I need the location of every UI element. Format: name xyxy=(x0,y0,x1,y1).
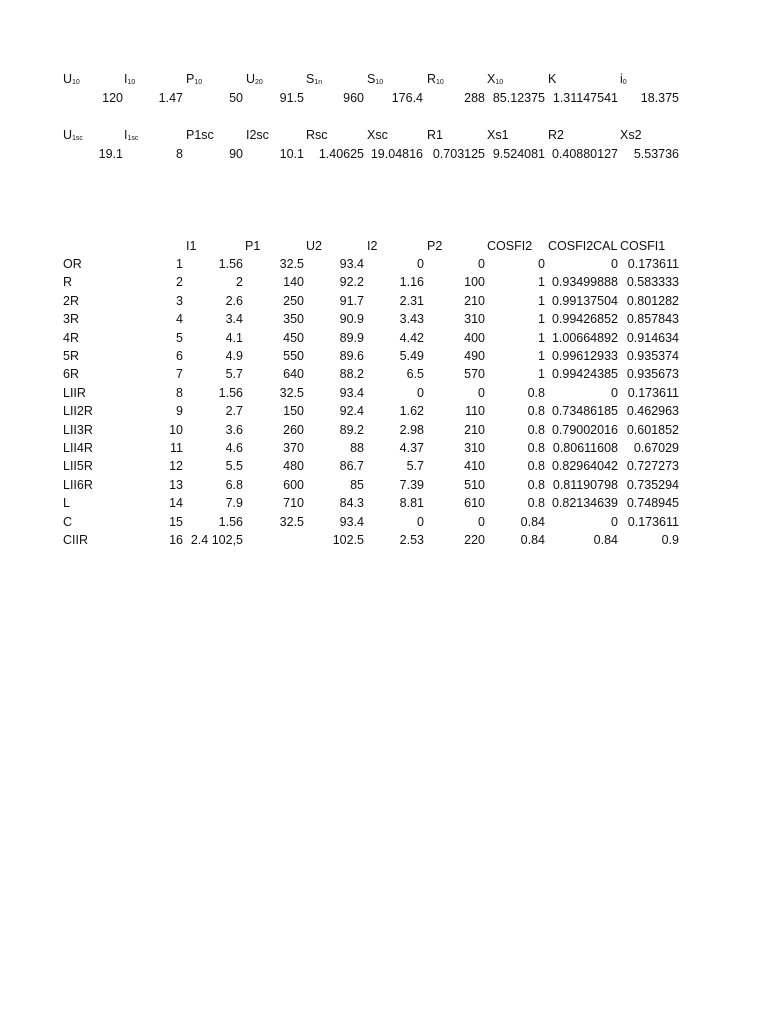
header-symbol: U xyxy=(246,72,256,86)
param-header xyxy=(124,127,138,147)
column-header: COSFI2 xyxy=(487,239,533,253)
table-cell: 3.43 xyxy=(399,312,424,326)
row-label: 6R xyxy=(63,367,79,381)
table-cell: 600 xyxy=(283,478,304,492)
header-subscript: 10 xyxy=(127,79,136,86)
param-value: 0.703125 xyxy=(432,147,485,161)
param-header xyxy=(548,71,556,87)
table-cell: 0.81190798 xyxy=(552,478,618,492)
param-header xyxy=(367,127,388,143)
table-cell: 90.9 xyxy=(339,312,364,326)
table-cell: 0.748945 xyxy=(626,496,679,510)
table-cell: 1 xyxy=(538,312,545,326)
param-value: 90 xyxy=(229,147,243,161)
param-value: 85.12375 xyxy=(492,91,545,105)
header-symbol: S xyxy=(306,72,315,86)
table-cell: 2 xyxy=(176,275,183,289)
table-cell: 570 xyxy=(464,367,485,381)
table-cell: 1.56 xyxy=(218,386,243,400)
table-cell: 0.93499888 xyxy=(551,275,618,289)
table-cell: 85 xyxy=(350,478,364,492)
table-cell: 89.9 xyxy=(339,331,364,345)
header-subscript: 1n xyxy=(314,79,323,86)
row-label: L xyxy=(63,496,70,510)
row-label: C xyxy=(63,515,73,529)
param-header xyxy=(487,71,503,91)
header-subscript: 1sc xyxy=(72,135,83,142)
table-cell: 210 xyxy=(464,294,485,308)
param-value: 0.40880127 xyxy=(551,147,618,161)
table-cell: 610 xyxy=(464,496,485,510)
table-cell: 0 xyxy=(417,515,424,529)
table-cell: 5.7 xyxy=(406,459,424,473)
header-subscript: 10 xyxy=(495,79,504,86)
table-cell: 0.8 xyxy=(527,496,545,510)
table-cell: 88.2 xyxy=(339,367,364,381)
row-label: CIIR xyxy=(63,533,88,547)
param-header xyxy=(427,127,443,143)
row-label: 5R xyxy=(63,349,79,363)
table-cell: 1.56 xyxy=(218,257,243,271)
param-header xyxy=(306,71,322,91)
header-subscript: 10 xyxy=(436,79,444,86)
table-cell: 14 xyxy=(169,496,183,510)
table-cell: 310 xyxy=(464,441,485,455)
row-label: 4R xyxy=(63,331,79,345)
table-cell: 100 xyxy=(464,275,485,289)
table-cell: 3 xyxy=(176,294,183,308)
table-cell: 1 xyxy=(538,331,545,345)
table-cell: 510 xyxy=(464,478,485,492)
param-value: 1.47 xyxy=(158,91,183,105)
row-label: LII2R xyxy=(63,404,93,418)
param-value: 19.04816 xyxy=(370,147,423,161)
table-cell: 7.39 xyxy=(399,478,424,492)
table-cell: 5.7 xyxy=(225,367,243,381)
column-header: I2 xyxy=(367,239,378,253)
param-value: 8 xyxy=(176,147,183,161)
param-value: 9.524081 xyxy=(492,147,545,161)
table-cell: 0.935374 xyxy=(626,349,679,363)
table-cell: 3.6 xyxy=(225,423,243,437)
param-header xyxy=(124,71,135,91)
table-cell: 2.98 xyxy=(399,423,424,437)
table-cell: 32.5 xyxy=(279,515,304,529)
table-cell: 102.5 xyxy=(332,533,364,547)
param-value: 91.5 xyxy=(279,91,304,105)
param-header xyxy=(186,127,214,143)
table-cell: 0.8 xyxy=(527,386,545,400)
table-cell: 11 xyxy=(170,441,183,455)
row-label: LII6R xyxy=(63,478,93,492)
table-cell: 92.2 xyxy=(339,275,364,289)
param-value: 50 xyxy=(229,91,243,105)
table-cell: 1 xyxy=(538,275,545,289)
header-symbol: R2 xyxy=(548,128,564,142)
row-label: 2R xyxy=(63,294,79,308)
table-cell: 710 xyxy=(283,496,304,510)
param-value: 120 xyxy=(102,91,123,105)
table-cell: 0.173611 xyxy=(627,515,679,529)
table-cell: 88 xyxy=(350,441,364,455)
row-label: OR xyxy=(63,257,82,271)
param-header xyxy=(367,71,383,91)
table-cell: 2.7 xyxy=(225,404,243,418)
param-header xyxy=(246,127,269,143)
table-cell: 3.4 xyxy=(225,312,243,326)
row-label: LII5R xyxy=(63,459,93,473)
table-cell: 0 xyxy=(417,386,424,400)
param-header xyxy=(246,71,263,91)
column-header: COSFI2CAL xyxy=(548,239,618,253)
table-cell: 8.81 xyxy=(399,496,424,510)
header-symbol: Xs2 xyxy=(620,128,642,142)
table-cell: 0 xyxy=(611,515,618,529)
table-cell: 310 xyxy=(464,312,485,326)
table-cell: 0 xyxy=(611,257,618,271)
header-subscript: 1sc xyxy=(127,135,139,142)
header-subscript: 0 xyxy=(622,79,627,86)
table-cell: 0 xyxy=(478,257,485,271)
table-cell: 0 xyxy=(611,386,618,400)
param-header xyxy=(186,71,202,91)
table-cell: 0.99137504 xyxy=(551,294,618,308)
table-cell: 86.7 xyxy=(339,459,364,473)
table-cell: 1 xyxy=(538,349,545,363)
table-cell: 1.56 xyxy=(218,515,243,529)
table-cell: 140 xyxy=(283,275,304,289)
table-cell: 490 xyxy=(464,349,485,363)
param-value: 5.53736 xyxy=(633,147,679,161)
table-cell: 0.173611 xyxy=(627,386,679,400)
column-header: COSFI1 xyxy=(620,239,666,253)
table-cell: 0.601852 xyxy=(626,423,679,437)
table-cell: 13 xyxy=(169,478,183,492)
table-cell: 7 xyxy=(176,367,183,381)
header-symbol: K xyxy=(548,72,557,86)
table-cell: 260 xyxy=(283,423,304,437)
table-cell: 1 xyxy=(538,294,545,308)
table-cell: 0.79002016 xyxy=(551,423,618,437)
table-cell: 220 xyxy=(464,533,485,547)
column-header: I1 xyxy=(186,239,197,253)
table-cell: 4.6 xyxy=(225,441,243,455)
param-header xyxy=(63,71,80,91)
param-header xyxy=(427,71,444,91)
table-cell: 2.31 xyxy=(399,294,424,308)
table-cell: 93.4 xyxy=(339,515,364,529)
table-cell: 6.5 xyxy=(406,367,424,381)
table-cell: 0.173611 xyxy=(627,257,679,271)
header-symbol: Xs1 xyxy=(487,128,509,142)
table-cell: 92.4 xyxy=(339,404,364,418)
header-subscript: 20 xyxy=(255,79,263,86)
table-cell: 0.935673 xyxy=(626,367,679,381)
table-cell: 0.80611608 xyxy=(552,441,618,455)
table-cell: 2.6 xyxy=(225,294,243,308)
table-cell: 450 xyxy=(283,331,304,345)
table-cell: 1.16 xyxy=(399,275,424,289)
column-header: U2 xyxy=(306,239,322,253)
table-cell: 7.9 xyxy=(225,496,243,510)
header-symbol: U xyxy=(63,128,73,142)
header-symbol: Rsc xyxy=(306,128,328,142)
table-cell: 10 xyxy=(169,423,183,437)
table-cell: 0.462963 xyxy=(626,404,679,418)
table-cell: 4 xyxy=(176,312,183,326)
param-header xyxy=(620,127,642,143)
table-cell: 9 xyxy=(176,404,183,418)
row-label: LII3R xyxy=(63,423,93,437)
table-cell: 4.9 xyxy=(225,349,243,363)
table-cell: 250 xyxy=(283,294,304,308)
table-cell: 350 xyxy=(283,312,304,326)
param-header xyxy=(63,127,83,147)
row-label: LII4R xyxy=(63,441,93,455)
row-label: 3R xyxy=(63,312,79,326)
table-cell: 5 xyxy=(176,331,183,345)
table-cell: 0.84 xyxy=(593,533,618,547)
table-cell: 0 xyxy=(538,257,545,271)
param-value: 176.4 xyxy=(391,91,423,105)
table-cell: 91.7 xyxy=(339,294,364,308)
table-cell: 110 xyxy=(465,404,485,418)
table-cell: 16 xyxy=(169,533,183,547)
table-cell: 0.914634 xyxy=(626,331,679,345)
param-value: 1.40625 xyxy=(318,147,364,161)
table-cell: 640 xyxy=(283,367,304,381)
table-cell: 0.801282 xyxy=(626,294,679,308)
table-cell: 2.4 102,5 xyxy=(190,533,243,547)
table-cell: 0 xyxy=(478,515,485,529)
table-cell: 410 xyxy=(464,459,485,473)
table-cell: 5.5 xyxy=(225,459,243,473)
table-cell: 0.857843 xyxy=(626,312,679,326)
table-cell: 0.67029 xyxy=(633,441,679,455)
header-symbol: R1 xyxy=(427,128,443,142)
table-cell: 0.8 xyxy=(527,404,545,418)
table-cell: 32.5 xyxy=(279,257,304,271)
table-cell: 0.99612933 xyxy=(551,349,618,363)
table-cell: 93.4 xyxy=(339,386,364,400)
header-symbol: I xyxy=(124,128,128,142)
table-cell: 0.8 xyxy=(527,441,545,455)
table-cell: 480 xyxy=(283,459,304,473)
header-symbol: P1sc xyxy=(186,128,214,142)
table-cell: 0.99424385 xyxy=(551,367,618,381)
header-symbol: U xyxy=(63,72,73,86)
param-header xyxy=(306,127,328,143)
header-subscript: 10 xyxy=(375,79,384,86)
table-cell: 8 xyxy=(176,386,183,400)
table-cell: 0.73486185 xyxy=(551,404,618,418)
table-cell: 210 xyxy=(464,423,485,437)
table-cell: 6 xyxy=(176,349,183,363)
row-label: LIIR xyxy=(63,386,86,400)
header-symbol: Xsc xyxy=(367,128,388,142)
table-cell: 84.3 xyxy=(339,496,364,510)
table-cell: 1 xyxy=(176,257,183,271)
table-cell: 4.37 xyxy=(399,441,424,455)
param-value: 19.1 xyxy=(98,147,123,161)
table-cell: 6.8 xyxy=(225,478,243,492)
table-cell: 2 xyxy=(236,275,243,289)
table-cell: 0 xyxy=(417,257,424,271)
param-value: 960 xyxy=(343,91,364,105)
param-value: 1.31147541 xyxy=(552,91,618,105)
table-cell: 2.53 xyxy=(399,533,424,547)
table-cell: 0.8 xyxy=(527,459,545,473)
table-cell: 12 xyxy=(169,459,183,473)
table-cell: 89.2 xyxy=(339,423,364,437)
table-cell: 32.5 xyxy=(279,386,304,400)
table-cell: 0.9 xyxy=(661,533,679,547)
header-symbol: I xyxy=(124,72,128,86)
header-symbol: i xyxy=(620,72,623,86)
table-cell: 0.8 xyxy=(527,478,545,492)
param-header xyxy=(548,127,564,143)
header-symbol: P xyxy=(186,72,195,86)
table-cell: 0.727273 xyxy=(626,459,679,473)
header-subscript: 10 xyxy=(194,79,203,86)
table-cell: 0.583333 xyxy=(626,275,679,289)
table-cell: 370 xyxy=(283,441,304,455)
param-value: 18.375 xyxy=(640,91,679,105)
table-cell: 550 xyxy=(283,349,304,363)
header-subscript: 10 xyxy=(72,79,80,86)
table-cell: 1 xyxy=(538,367,545,381)
param-value: 288 xyxy=(464,91,485,105)
table-cell: 150 xyxy=(283,404,304,418)
param-header xyxy=(620,71,627,91)
table-cell: 0.84 xyxy=(520,515,545,529)
table-cell: 0.99426852 xyxy=(551,312,618,326)
table-cell: 1.62 xyxy=(399,404,424,418)
table-cell: 1.00664892 xyxy=(551,331,618,345)
table-cell: 0 xyxy=(478,386,485,400)
table-cell: 4.42 xyxy=(399,331,424,345)
table-cell: 4.1 xyxy=(225,331,243,345)
table-cell: 0.82134639 xyxy=(551,496,618,510)
table-cell: 5.49 xyxy=(399,349,424,363)
table-cell: 0.735294 xyxy=(626,478,679,492)
table-cell: 0.84 xyxy=(520,533,545,547)
table-cell: 0.8 xyxy=(527,423,545,437)
column-header: P1 xyxy=(245,239,261,253)
table-cell: 0.82964042 xyxy=(551,459,618,473)
header-symbol: R xyxy=(427,72,437,86)
table-cell: 93.4 xyxy=(339,257,364,271)
column-header: P2 xyxy=(427,239,443,253)
param-value: 10.1 xyxy=(279,147,304,161)
table-cell: 89.6 xyxy=(339,349,364,363)
param-header xyxy=(487,127,509,143)
header-symbol: I2sc xyxy=(246,128,269,142)
table-cell: 15 xyxy=(169,515,183,529)
table-cell: 400 xyxy=(464,331,485,345)
header-symbol: S xyxy=(367,72,376,86)
row-label: R xyxy=(63,275,73,289)
header-symbol: X xyxy=(487,72,496,86)
